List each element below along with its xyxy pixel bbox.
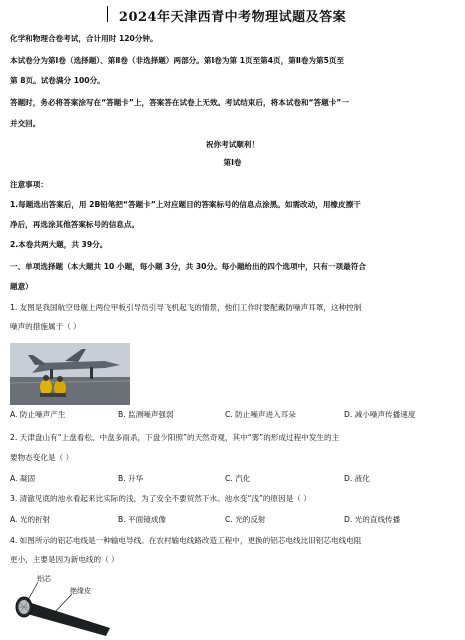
q1-option-a[interactable]: A. 防止噪声产生 [10,410,66,419]
notes-heading: 注意事项： [10,180,48,189]
page-title: 2024年天津西青中考物理试题及答案 [118,10,347,25]
q1-stem-a: 1. 友图是我国航空母舰上两位甲板引导员引导飞机起飞的情景，他们工作时要配戴防噪声耳罩，这种控制 [10,303,362,312]
q3-option-a[interactable]: A. 光的折射 [10,515,51,524]
part1-heading-a: 一、单项选择题（本大题共 10 小题，每小题 3分，共 30分。每小题给出的四个选项中，只有一项最符合 [10,262,366,271]
section-heading: 第Ⅰ卷 [223,158,242,167]
part1-heading-b: 题意） [10,282,33,291]
intro-line-2a: 本试卷分为第Ⅰ卷（选择题）、第Ⅱ卷（非选择题）两部分。第Ⅰ卷为第 1页至第4页，第Ⅱ卷为第5页至 [10,56,345,65]
q3-option-d[interactable]: D. 光的直线传播 [344,515,401,524]
q1-option-b[interactable]: B. 监测噪声强弱 [118,410,174,419]
intro-line-1: 化学和物理合卷考试，合计用时 120分钟。 [10,34,158,43]
intro-line-3a: 答题时，务必将答案涂写在“答题卡”上，答案答在试卷上无效。考试结束后，将本试卷和“答题卡”一 [10,98,349,107]
q2-option-b[interactable]: B. 升华 [118,474,144,483]
aircraft-carrier-photo [10,343,130,405]
note-1a: 1.每题选出答案后，用 2B铅笔把“答题卡”上对应题目的答案标号的信息点涂黑。如需改动，用橡皮擦干 [10,200,361,209]
aluminum-cable-figure [10,572,120,636]
q3-option-b[interactable]: B. 平面镜成像 [118,515,167,524]
q4-stem-a: 4. 如图所示的铝芯电线是一种输电导线。在农村输电线路改造工程中，更换的铝芯电线比旧铝芯电线电阻 [10,536,362,545]
q1-option-c[interactable]: C. 防止噪声进入耳朵 [225,410,296,419]
intro-line-2b: 第 8页。试卷满分 100分。 [10,76,105,85]
q2-option-a[interactable]: A. 凝固 [10,474,36,483]
q3-option-c[interactable]: C. 光的反射 [225,515,266,524]
wish-text: 祝你考试顺利！ [205,140,260,149]
q2-stem-a: 2. 天津盘山有“上盘看松、中盘多雨杀，下盘少阳照”的天然奇观，其中“雾”的形成过程中发生的主 [10,433,340,442]
q3-stem-a: 3. 清澈见底的池水看起来比实际的浅，为了安全不要贸然下水。池水变“浅”的原因是（ ） [10,494,311,503]
note-2: 2.本卷共两大题，共 39分。 [10,240,108,249]
note-1b: 净后，再选涂其他答案标号的信息点。 [10,220,140,229]
q2-option-c[interactable]: C. 汽化 [225,474,251,483]
label-core: 铝芯 [37,575,51,583]
label-insulation: 绝缘皮 [70,587,91,595]
q2-stem-b: 要物态变化是（ ） [10,453,74,462]
q2-option-d[interactable]: D. 液化 [344,474,370,483]
q4-stem-b: 更小，主要是因为新电线的（ ） [10,555,119,564]
q1-option-d[interactable]: D. 减小噪声传播速度 [344,410,416,419]
intro-line-3b: 并交回。 [10,119,41,128]
q1-stem-b: 噪声的措施属于（ ） [10,322,81,331]
